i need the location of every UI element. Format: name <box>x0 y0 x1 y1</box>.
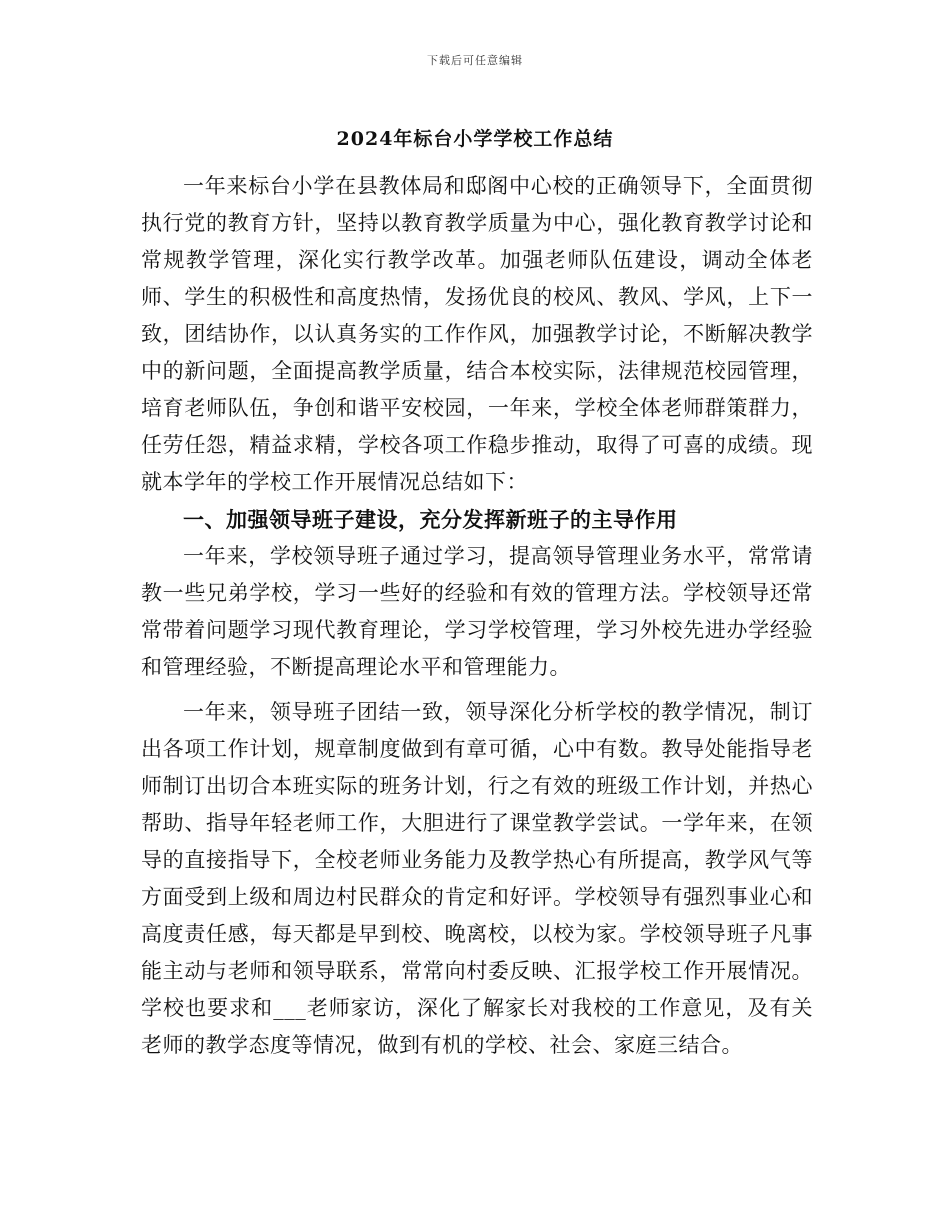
paragraph-gap <box>141 686 813 694</box>
intro-paragraph: 一年来标台小学在县教体局和邸阁中心校的正确领导下，全面贯彻执行党的教育方针，坚持以教育教学质量为中心，强化教育教学讨论和常规教学管理，深化实行教学改革。加强老师队伍建设，调动全体老师、学生的积极性和高度热情，发扬优良的校风、教风、学风，上下一致，团结协作，以认真务实的工作作风，加强教学讨论，不断解决教学中的新问题，全面提高教学质量，结合本校实际，法律规范校园管理，培育老师队伍，争创和谐平安校园，一年来，学校全体老师群策群力，任劳任怨，精益求精，学校各项工作稳步推动，取得了可喜的成绩。现就本学年的学校工作开展情况总结如下： <box>141 174 813 494</box>
section1-paragraph-1: 一年来，学校领导班子通过学习，提高领导管理业务水平，常常请教一些兄弟学校，学习一些好的经验和有效的管理方法。学校领导还常常带着问题学习现代教育理论，学习学校管理，学习外校先进办学经验和管理经验，不断提高理论水平和管理能力。 <box>141 544 813 679</box>
section-heading-1: 一、加强领导班子建设，充分发挥新班子的主导作用 <box>183 507 678 532</box>
section1-paragraph-2: 一年来，领导班子团结一致，领导深化分析学校的教学情况，制订出各项工作计划，规章制度做到有章可循，心中有数。教导处能指导老师制订出切合本班实际的班务计划，行之有效的班级工作计划，并热心帮助、指导年轻老师工作，大胆进行了课堂教学尝试。一学年来，在领导的直接指导下，全校老师业务能力及教学热心有所提高，教学风气等方面受到上级和周边村民群众的肯定和好评。学校领导有强烈事业心和高度责任感，每天都是早到校、晚离校，以校为家。学校领导班子凡事能主动与老师和领导联系，常常向村委反映、汇报学校工作开展情况。学校也要求和___老师家访，深化了解家长对我校的工作意见，及有关老师的教学态度等情况，做到有机的学校、社会、家庭三结合。 <box>141 700 813 1057</box>
header-note: 下载后可任意编辑 <box>427 54 523 67</box>
document-title: 2024年标台小学学校工作总结 <box>336 128 614 150</box>
document-body <box>141 168 813 1064</box>
